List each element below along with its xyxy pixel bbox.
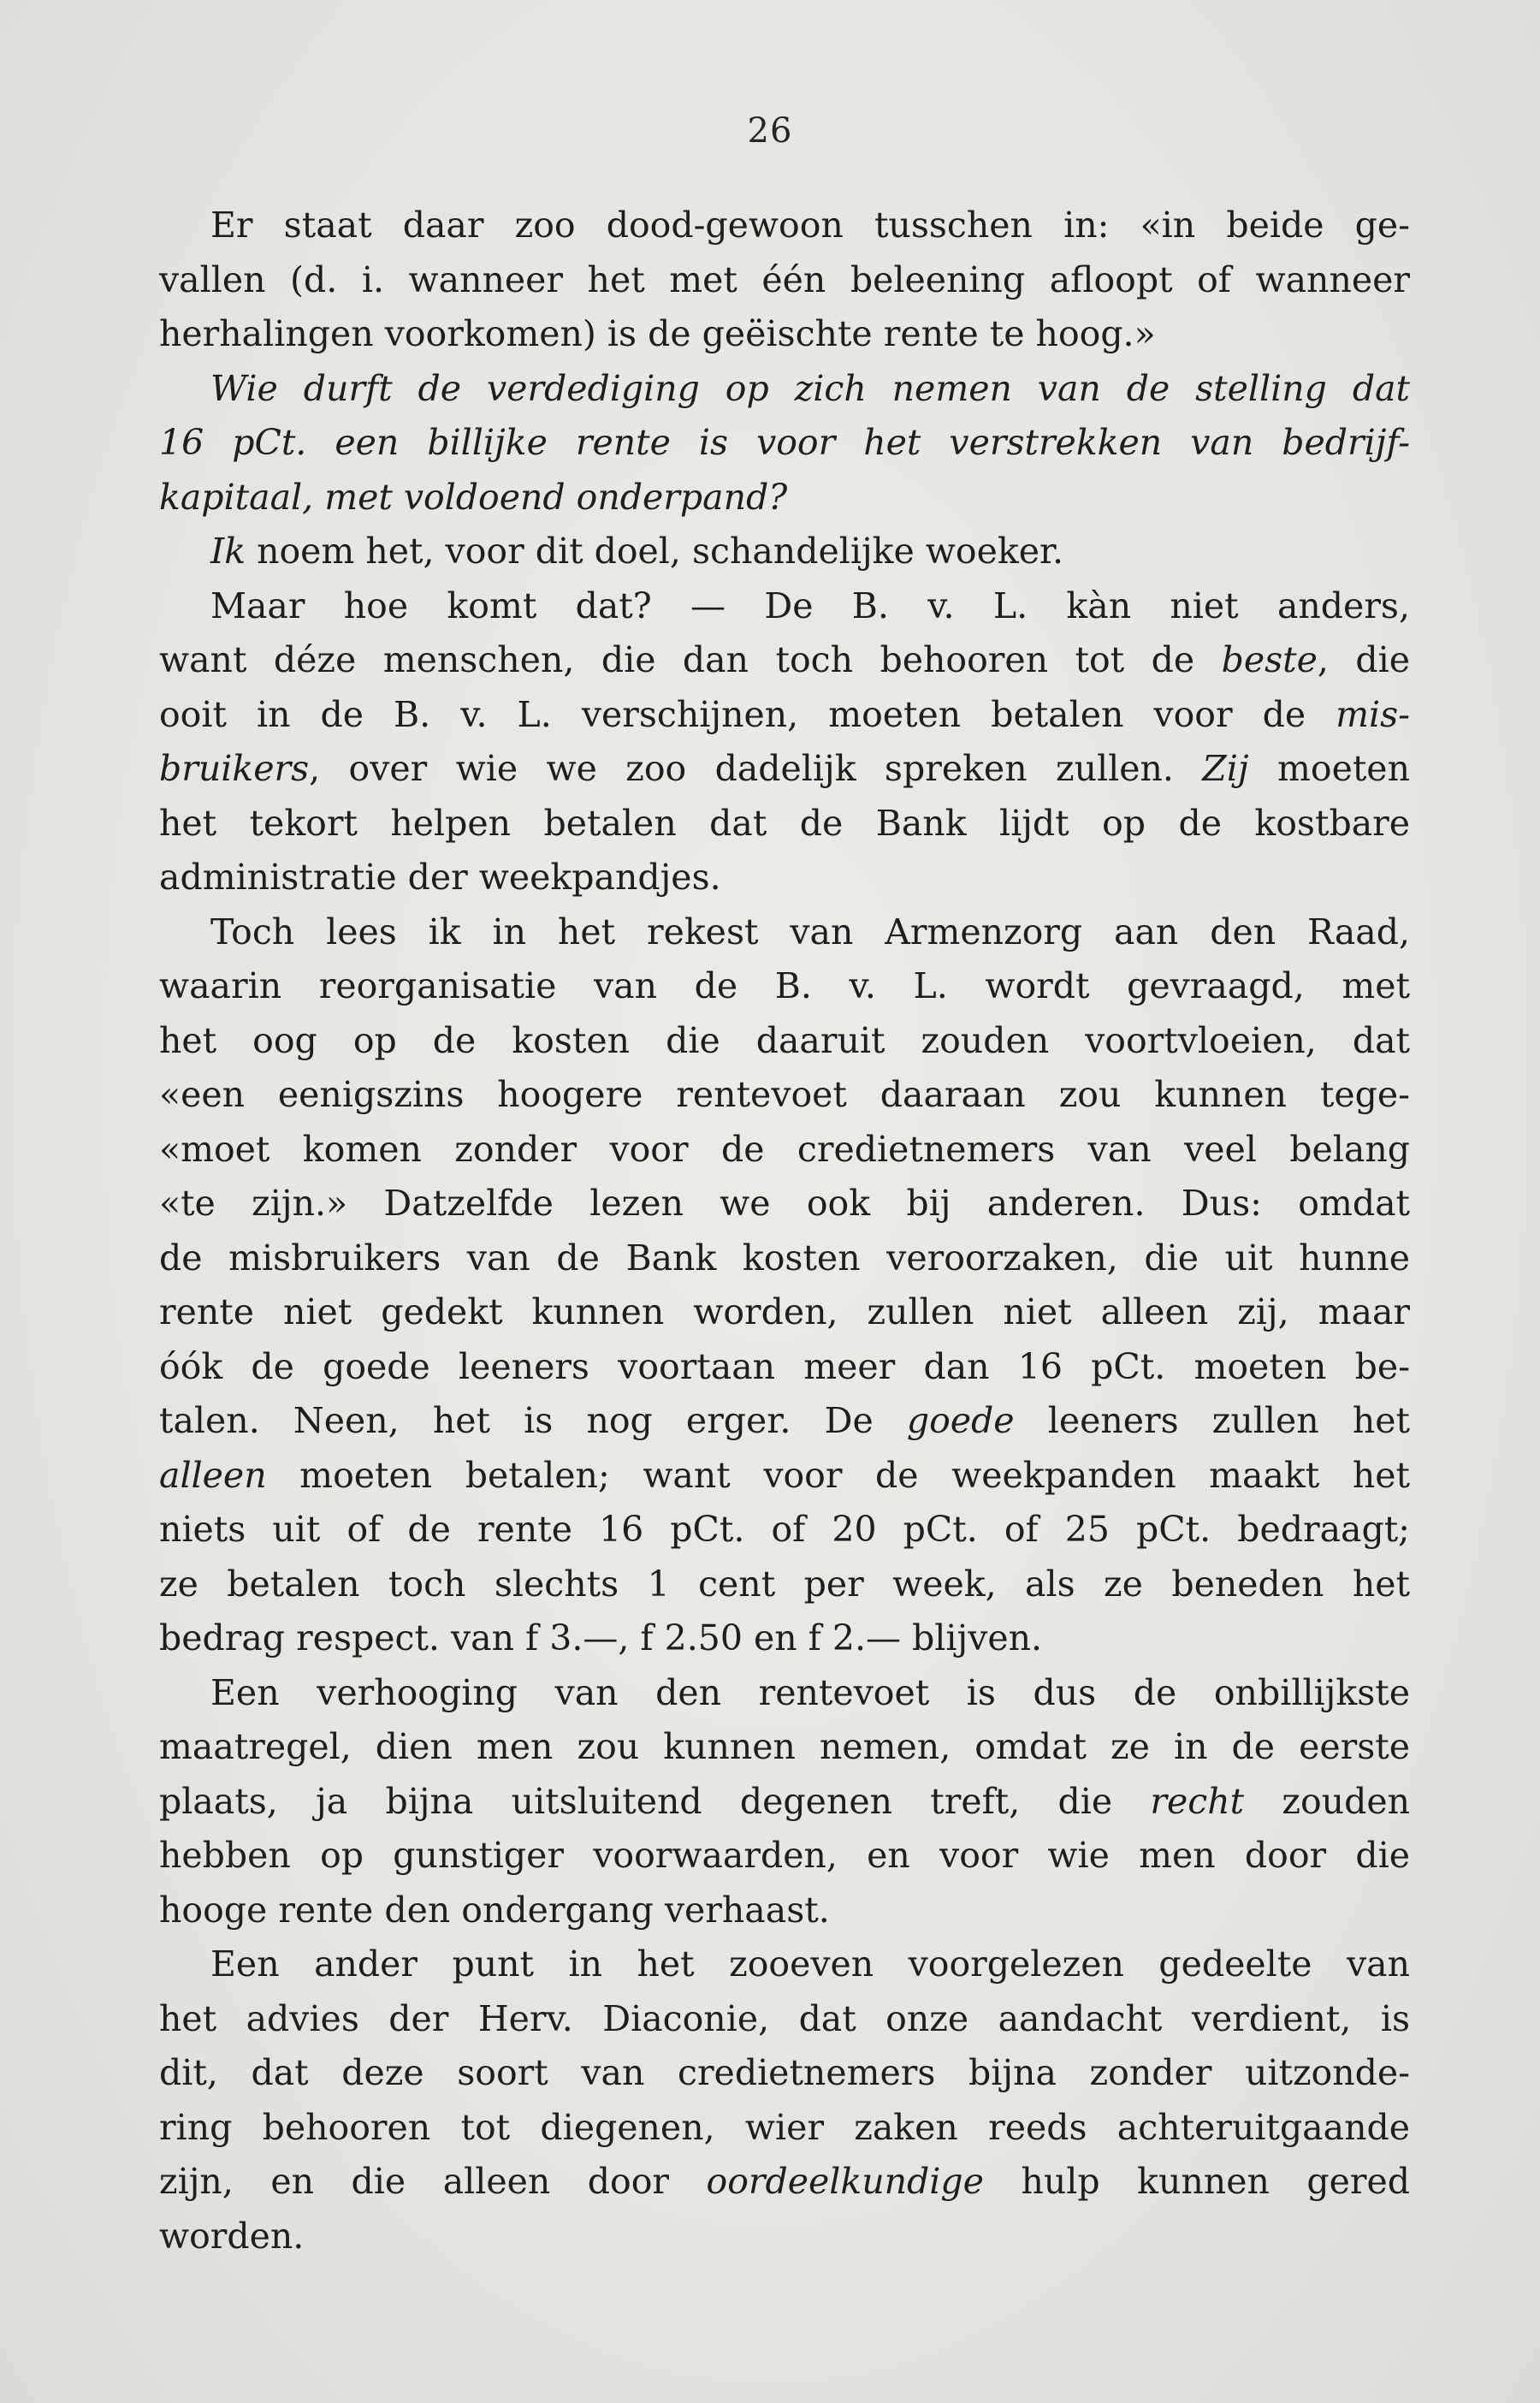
italic-text: Wie durft de verdediging op zich nemen van de stelling dat [210, 367, 1410, 409]
text-run: ring behooren tot diegenen, wier zaken reeds achteruitgaande [159, 2106, 1410, 2148]
text-line [159, 2046, 1410, 2101]
text-line [159, 1123, 1410, 1178]
italic-text: 16 pCt. een billijke rente is voor het verstrekken van bedrijf- [159, 422, 1410, 463]
text-run: hebben op gunstiger voorwaarden, en voor wie men door die [159, 1835, 1410, 1876]
italic-text: Zij [1202, 748, 1249, 789]
text-line [159, 1177, 1410, 1231]
text-line [159, 1611, 1410, 1666]
text-run: herhalingen voorkomen) is de geëischte rente te hoog.» [159, 313, 1156, 354]
text-run: «te zijn.» Datzelfde lezen we ook bij anderen. Dus: omdat [159, 1183, 1410, 1224]
text-line [159, 1285, 1410, 1340]
text-run: zijn, en die alleen door [159, 2161, 707, 2202]
text-line [159, 471, 1410, 525]
paragraph [159, 905, 1410, 1666]
text-run: Er staat daar zoo dood-gewoon tusschen in: «in beide ge- [210, 205, 1410, 246]
italic-text: oordeelkundige [706, 2161, 984, 2202]
text-run: hulp kunnen gered [983, 2161, 1410, 2202]
italic-text: beste [1221, 639, 1318, 680]
text-run: , over wie we zoo dadelijk spreken zullen. [309, 748, 1203, 789]
text-line [159, 1449, 1410, 1504]
text-run: , die [1317, 639, 1410, 680]
text-line [159, 2210, 1410, 2264]
paragraph [159, 362, 1410, 525]
text-line [159, 1884, 1410, 1938]
text-run: niets uit of de rente 16 pCt. of 20 pCt. of 25 pCt. bedraagt; [159, 1509, 1410, 1550]
text-line [159, 633, 1410, 688]
paragraph [159, 579, 1410, 905]
text-run: dit, dat deze soort van credietnemers bijna zonder uitzonde- [159, 2052, 1410, 2093]
text-line [159, 1503, 1410, 1558]
text-line [159, 688, 1410, 743]
text-line [159, 1340, 1410, 1395]
text-run: Een ander punt in het zooeven voorgelezen gedeelte van [210, 1943, 1410, 1985]
text-line [159, 1231, 1410, 1286]
text-line [159, 1014, 1410, 1069]
text-line [159, 1775, 1410, 1830]
text-line [159, 2155, 1410, 2210]
text-line [159, 525, 1410, 579]
text-run: zouden [1244, 1780, 1410, 1822]
text-line [159, 1937, 1410, 1992]
text-run: Maar hoe komt dat? — De B. v. L. kàn niet anders, [210, 584, 1410, 626]
italic-text: Ik [210, 531, 246, 572]
text-run: bedrag respect. van f 3.—, f 2.50 en f 2.— blijven. [159, 1617, 1043, 1658]
text-line [159, 797, 1410, 851]
text-run: plaats, ja bijna uitsluitend degenen treft, die [159, 1780, 1151, 1822]
italic-text: kapitaal, met voldoend onderpand? [159, 476, 788, 518]
italic-text: goede [906, 1400, 1015, 1441]
text-line [159, 2101, 1410, 2156]
text-line [159, 253, 1410, 308]
text-line [159, 199, 1410, 253]
paragraph [159, 525, 1410, 579]
text-line [159, 905, 1410, 960]
italic-text: bruikers [159, 748, 310, 789]
text-line [159, 579, 1410, 634]
text-run: vallen (d. i. wanneer het met één beleening afloopt of wanneer [159, 258, 1410, 300]
paragraph [159, 1666, 1410, 1938]
text-run: talen. Neen, het is nog erger. De [159, 1400, 907, 1441]
paragraph [159, 1937, 1410, 2264]
text-line [159, 851, 1410, 905]
text-line [159, 1068, 1410, 1123]
text-run: hooge rente den ondergang verhaast. [159, 1889, 830, 1931]
text-run: «een eenigszins hoogere rentevoet daaraan zou kunnen tege- [159, 1074, 1410, 1115]
text-run: administratie der weekpandjes. [159, 857, 721, 898]
text-run: worden. [159, 2215, 305, 2257]
text-line [159, 1829, 1410, 1884]
text-line [159, 1394, 1410, 1449]
text-line [159, 959, 1410, 1014]
text-line [159, 1992, 1410, 2047]
text-line [159, 307, 1410, 362]
text-run: want déze menschen, die dan toch behooren tot de [159, 639, 1222, 680]
text-run: Toch lees ik in het rekest van Armenzorg aan den Raad, [210, 911, 1410, 952]
text-run: noem het, voor dit doel, schandelijke woeker. [246, 531, 1064, 572]
text-line [159, 1666, 1410, 1721]
page-number: 26 [747, 111, 793, 151]
text-run: waarin reorganisatie van de B. v. L. wordt gevraagd, met [159, 965, 1410, 1006]
text-run: rente niet gedekt kunnen worden, zullen niet alleen zij, maar [159, 1291, 1410, 1332]
italic-text: recht [1150, 1780, 1245, 1822]
paragraph [159, 199, 1410, 362]
text-run: moeten [1248, 748, 1410, 789]
text-run: de misbruikers van de Bank kosten veroorzaken, die uit hunne [159, 1237, 1410, 1279]
text-line [159, 742, 1410, 797]
text-run: moeten betalen; want voor de weekpanden maakt het [266, 1454, 1410, 1496]
body-text [159, 199, 1410, 2264]
text-run: maatregel, dien men zou kunnen nemen, omdat ze in de eerste [159, 1726, 1410, 1767]
text-line [159, 1720, 1410, 1775]
italic-text: mis- [1336, 693, 1410, 735]
text-run: het advies der Herv. Diaconie, dat onze aandacht verdient, is [159, 1997, 1410, 2039]
text-line [159, 416, 1410, 471]
text-run: het tekort helpen betalen dat de Bank lijdt op de kostbare [159, 802, 1410, 844]
text-run: Een verhooging van den rentevoet is dus de onbillijkste [210, 1671, 1410, 1713]
text-run: «moet komen zonder voor de credietnemers van veel belang [159, 1128, 1410, 1170]
text-line [159, 1558, 1410, 1612]
italic-text: alleen [159, 1454, 267, 1496]
text-run: leeners zullen het [1014, 1400, 1410, 1441]
text-run: ze betalen toch slechts 1 cent per week, als ze beneden het [159, 1563, 1410, 1605]
text-run: het oog op de kosten die daaruit zouden voortvloeien, dat [159, 1019, 1410, 1061]
text-run: ooit in de B. v. L. verschijnen, moeten betalen voor de [159, 693, 1336, 735]
text-run: óók de goede leeners voortaan meer dan 16 pCt. moeten be- [159, 1345, 1410, 1387]
text-line [159, 362, 1410, 417]
